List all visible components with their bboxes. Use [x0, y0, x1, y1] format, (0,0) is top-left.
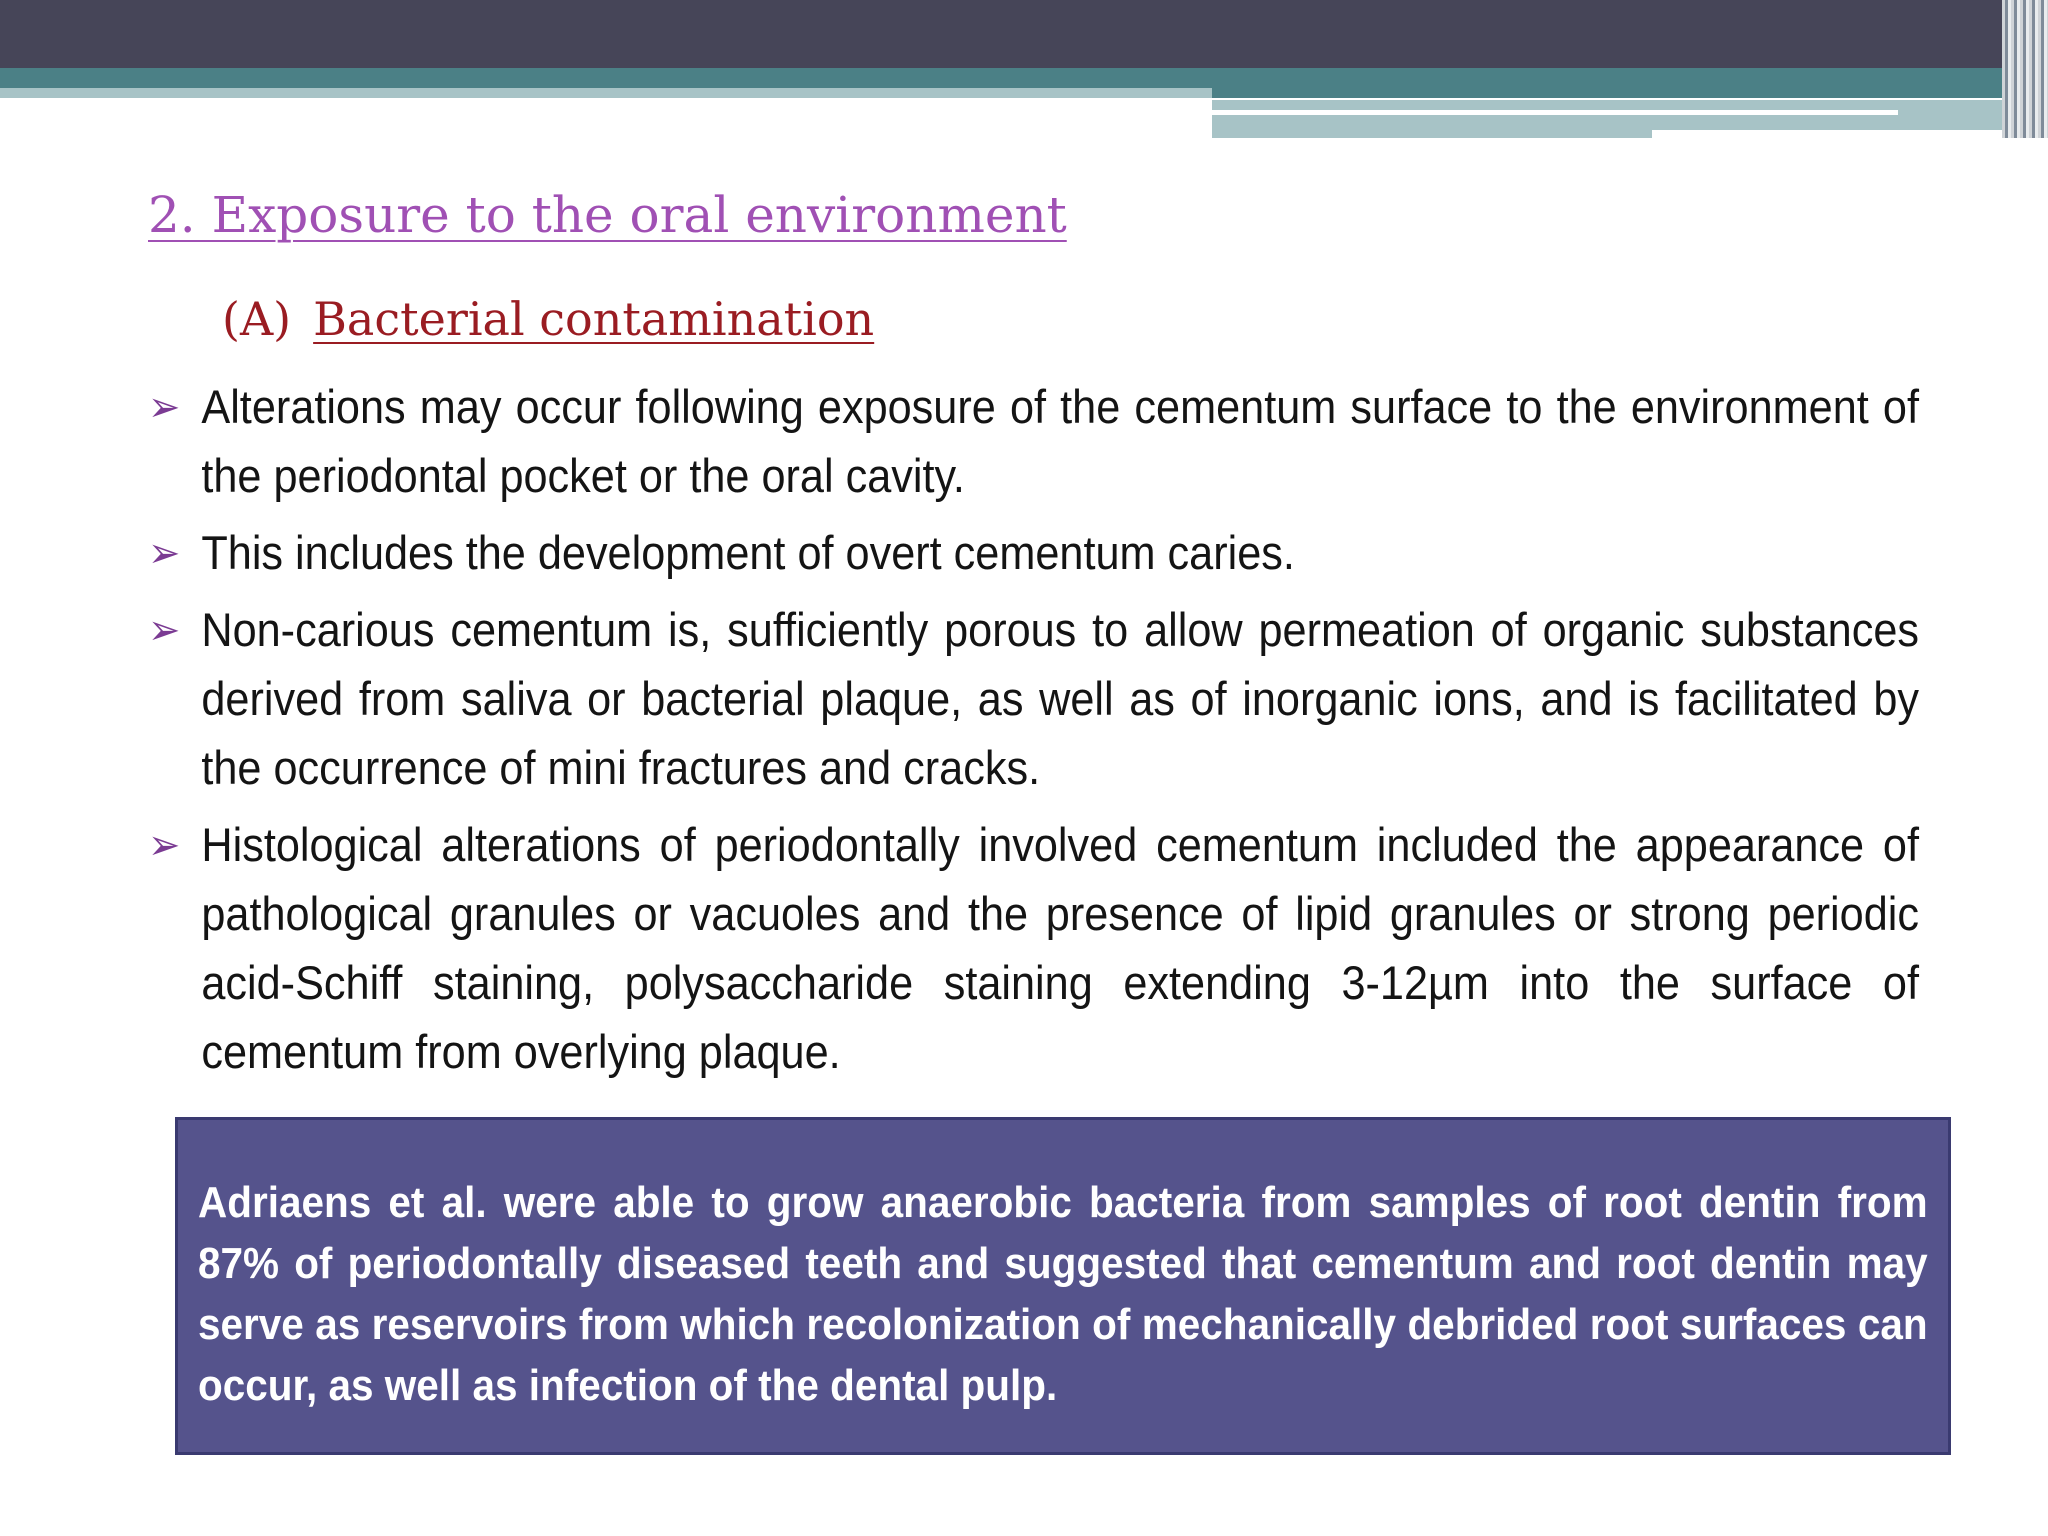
bullet-item	[148, 595, 1919, 802]
subheading-text: Bacterial contamination	[313, 292, 875, 346]
header-white-gap	[0, 98, 1212, 106]
bullet-text: Alterations may occur following exposure of the cementum surface to the environment of the periodontal pocket or the oral cavity.	[201, 380, 1920, 502]
callout-box	[175, 1117, 1951, 1455]
bullet-item	[148, 810, 1919, 1086]
header-white-line	[1212, 110, 1898, 115]
header-dark-band	[0, 0, 2048, 68]
header-light-band-left	[0, 88, 1212, 98]
subheading	[222, 292, 874, 346]
bullet-item	[148, 518, 1919, 587]
arrow-bullet-icon: ➢	[148, 383, 181, 430]
bullet-text: This includes the development of overt cementum caries.	[201, 526, 1295, 579]
arrow-bullet-icon: ➢	[148, 821, 181, 868]
bullet-list	[148, 372, 1924, 1094]
arrow-bullet-icon: ➢	[148, 529, 181, 576]
slide-title: 2. Exposure to the oral environment	[148, 186, 1067, 244]
bullet-text: Non-carious cementum is, sufficiently porous to allow permeation of organic substances derived from saliva or bacterial plaque, as well as of inorganic ions, and is facilitated by the occurrence of mini fractures and cracks.	[201, 603, 1920, 794]
bullet-text: Histological alterations of periodontally involved cementum included the appearance of pathological granules or vacuoles and the presence of lipid granules or strong periodic acid-Schiff staining, polysaccharide staining extending 3-12µm into the surface of cementum from overlying plaque.	[201, 818, 1920, 1078]
bullet-item	[148, 372, 1919, 510]
subheading-marker: (A)	[222, 292, 292, 346]
arrow-bullet-icon: ➢	[148, 606, 181, 653]
header-stripes	[2002, 0, 2048, 138]
header-white-line-short	[1652, 130, 2012, 138]
callout-text: Adriaens et al. were able to grow anaerobic bacteria from samples of root dentin from 87% of periodontally diseased teeth and suggested that cementum and root dentin may serve as reservoirs from which recolonization of mechanically debrided root surfaces can occur, as well as infection of the dental pulp.	[198, 1178, 1928, 1410]
